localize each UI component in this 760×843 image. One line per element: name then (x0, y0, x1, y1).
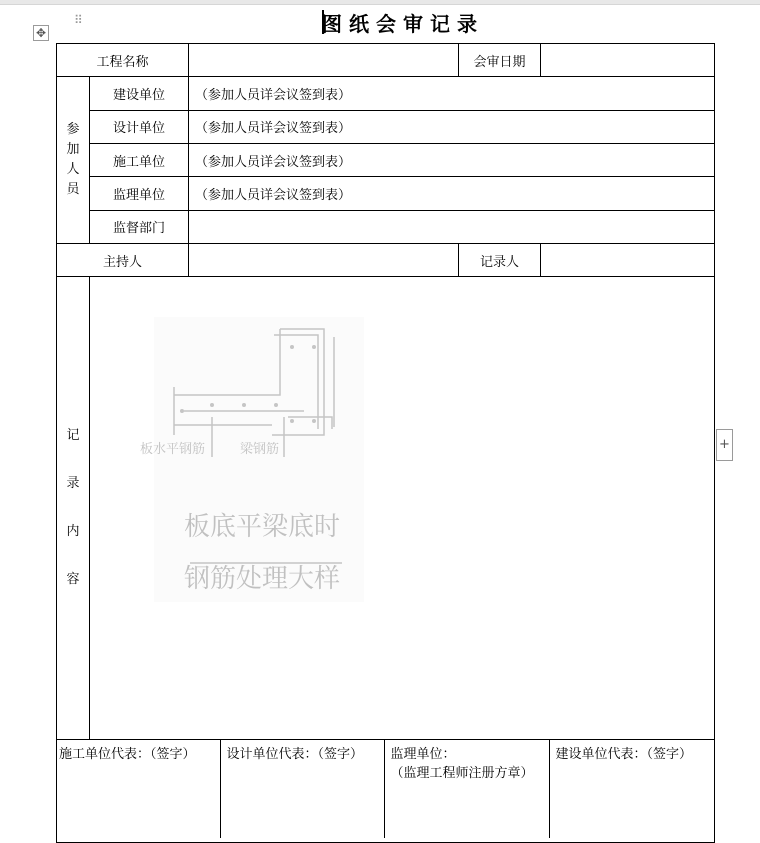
record-label-char: 录 (66, 476, 80, 492)
design-signature-cell[interactable] (220, 740, 384, 838)
host-row (57, 243, 715, 276)
watermark-label-left: 板水平钢筋 (140, 441, 206, 457)
participant-note[interactable] (189, 210, 715, 243)
construction-rep-label: 施工单位代表：（签字） (59, 746, 196, 762)
participant-unit: 施工单位 (90, 143, 189, 176)
participant-row (57, 77, 715, 110)
review-date-field[interactable] (541, 44, 715, 77)
record-row (57, 277, 715, 740)
record-label-char: 记 (66, 428, 80, 444)
participant-unit: 设计单位 (90, 110, 189, 143)
review-date-label: 会审日期 (459, 44, 541, 77)
owner-signature-cell[interactable] (549, 740, 715, 838)
record-label-char: 内 (66, 524, 80, 540)
participant-unit: 建设单位 (90, 77, 189, 110)
participants-label-char: 人 (66, 162, 80, 178)
watermark-label-right: 梁钢筋 (240, 441, 280, 457)
watermark-caption-line1: 板底平梁底时 (184, 512, 341, 542)
project-row (57, 44, 715, 77)
participants-label (57, 77, 90, 244)
participants-label-char: 参 (66, 122, 80, 138)
participant-note[interactable]: （参加人员详会议签到表） (189, 143, 715, 176)
participants-label-char: 加 (66, 142, 80, 158)
participant-note[interactable]: （参加人员详会议签到表） (189, 77, 715, 110)
design-rep-label: 设计单位代表：（签字） (226, 746, 364, 762)
participant-row (57, 143, 715, 176)
signature-row (57, 739, 715, 842)
owner-rep-label: 建设单位代表：（签字） (555, 746, 693, 762)
project-name-label: 工程名称 (57, 44, 189, 77)
supervision-signature-cell[interactable] (384, 740, 549, 838)
review-record-table (56, 43, 715, 843)
project-name-field[interactable] (189, 44, 459, 77)
participants-label-char: 员 (66, 182, 80, 198)
participant-row (57, 210, 715, 243)
host-label: 主持人 (57, 243, 189, 276)
participant-unit: 监督部门 (90, 210, 189, 243)
table-move-handle-icon[interactable]: ✥ (33, 25, 49, 41)
record-content-label (57, 277, 90, 740)
participant-note[interactable]: （参加人员详会议签到表） (189, 110, 715, 143)
signature-table (57, 740, 715, 838)
drag-handle-icon[interactable]: ⠿ (74, 13, 82, 27)
rebar-detail-watermark (140, 317, 364, 602)
construction-signature-cell[interactable] (57, 740, 220, 838)
recorder-label: 记录人 (459, 243, 541, 276)
recorder-field[interactable] (541, 243, 715, 276)
supervision-stamp-note: （监理工程师注册方章） (390, 765, 534, 781)
record-content-area[interactable] (90, 277, 715, 740)
record-label-char: 容 (66, 572, 80, 588)
toolbar-strip (0, 0, 760, 5)
add-column-button[interactable]: + (716, 429, 733, 461)
participant-note[interactable]: （参加人员详会议签到表） (189, 177, 715, 210)
page-title: 图纸会审记录 (322, 12, 484, 36)
participant-row (57, 110, 715, 143)
participant-row (57, 177, 715, 210)
participant-unit: 监理单位 (90, 177, 189, 210)
supervision-unit-label: 监理单位： (390, 746, 456, 762)
watermark-caption-line2: 钢筋处理大样 (184, 564, 341, 594)
host-field[interactable] (189, 243, 459, 276)
